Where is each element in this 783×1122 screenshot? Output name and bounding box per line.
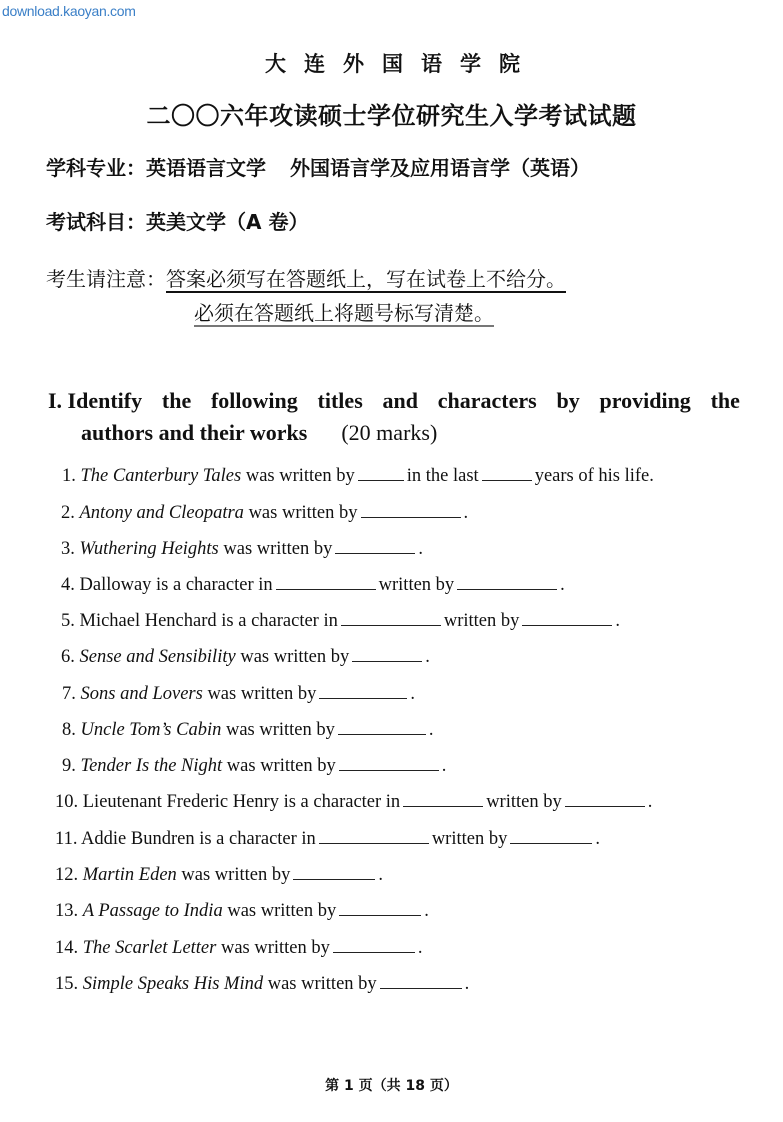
question-item [55, 829, 600, 850]
question-number: 2. [61, 503, 80, 523]
heading-word: by [556, 388, 580, 413]
question-text: . [410, 684, 415, 704]
heading-word: providing [599, 388, 691, 413]
work-title: The Scarlet Letter [82, 938, 217, 958]
question-text: . [425, 647, 430, 667]
notice-label: 考生请注意： [46, 267, 166, 291]
work-title: Simple Speaks His Mind [82, 974, 264, 994]
question-text: was written by [263, 974, 377, 994]
answer-blank[interactable] [380, 974, 462, 989]
question-number: 8. [62, 720, 81, 740]
question-text: was written by [222, 756, 336, 776]
answer-blank[interactable] [319, 829, 429, 844]
answer-blank[interactable] [510, 829, 592, 844]
question-text: written by [431, 829, 508, 849]
section-heading-text: authors and their works [81, 420, 308, 445]
question-text: in the last [406, 466, 479, 486]
question-text: . [424, 901, 429, 921]
question-text: years of his life. [534, 466, 654, 486]
question-number: 7. [62, 684, 81, 704]
question-number: 10. [55, 792, 83, 812]
question-text: . [417, 938, 423, 958]
answer-blank[interactable] [341, 611, 441, 626]
answer-blank[interactable] [457, 575, 557, 590]
notice-line-1: 答案必须写在答题纸上，写在试卷上不给分。 [166, 267, 566, 291]
question-text: . [647, 792, 653, 812]
question-item [62, 466, 654, 487]
major-value-1: 英语语言文学 [146, 156, 266, 180]
question-item [55, 974, 469, 995]
question-item [55, 938, 423, 959]
question-number: 1. [62, 466, 81, 486]
watermark-link[interactable]: download.kaoyan.com [2, 3, 136, 19]
answer-blank[interactable] [522, 611, 612, 626]
heading-word: and [382, 388, 418, 413]
answer-blank[interactable] [338, 720, 426, 735]
question-text: Lieutenant Frederic Henry is a character in [82, 792, 401, 812]
section-heading [48, 388, 740, 446]
question-text: . [428, 720, 434, 740]
question-number: 9. [62, 756, 81, 776]
subject-line [46, 206, 308, 235]
work-title: Uncle Tom’s Cabin [80, 720, 222, 740]
subject-value: 英美文学（A 卷） [146, 210, 309, 234]
answer-blank[interactable] [565, 792, 645, 807]
major-value-2: 外国语言学及应用语言学（英语） [290, 156, 590, 180]
work-title: A Passage to India [82, 901, 223, 921]
work-title: Antony and Cleopatra [79, 503, 244, 523]
question-text: was written by [235, 647, 350, 667]
question-item [61, 503, 468, 524]
question-text: Dalloway is a character in [79, 575, 273, 595]
answer-blank[interactable] [358, 466, 404, 481]
question-text: written by [486, 792, 562, 812]
question-number: 5. [61, 611, 80, 631]
answer-blank[interactable] [335, 539, 415, 554]
section-heading-line-2 [81, 420, 740, 446]
subject-label: 考试科目： [46, 210, 146, 234]
question-item [61, 647, 430, 668]
question-text: was written by [176, 865, 291, 885]
answer-blank[interactable] [339, 756, 439, 771]
major-label: 学科专业： [46, 156, 146, 180]
question-item [62, 720, 434, 741]
answer-blank[interactable] [361, 503, 461, 518]
exam-title: 二〇〇六年攻读硕士学位研究生入学考试试题 [146, 102, 637, 130]
question-text: was written by [241, 466, 355, 486]
question-text: was written by [243, 503, 358, 523]
question-item [55, 792, 652, 813]
question-item [61, 539, 423, 560]
answer-blank[interactable] [333, 938, 415, 953]
question-number: 4. [61, 575, 80, 595]
question-number: 12. [55, 865, 83, 885]
answer-blank[interactable] [293, 865, 375, 880]
question-text: . [463, 503, 469, 523]
answer-blank[interactable] [352, 647, 422, 662]
question-item [62, 684, 415, 705]
question-text: was written by [216, 938, 330, 958]
question-number: 14. [55, 938, 83, 958]
question-text: . [378, 865, 383, 885]
work-title: Sense and Sensibility [79, 647, 236, 667]
question-text: . [560, 575, 565, 595]
section-heading-line-1 [48, 388, 740, 414]
question-item [55, 865, 383, 886]
answer-blank[interactable] [403, 792, 483, 807]
question-number: 13. [55, 901, 83, 921]
heading-word: I. Identify [48, 388, 143, 413]
question-text: was written by [221, 720, 335, 740]
heading-word: the [710, 388, 740, 413]
section-marks: (20 marks) [341, 420, 438, 445]
heading-word: titles [317, 388, 363, 413]
heading-word: following [210, 388, 298, 413]
answer-blank[interactable] [319, 684, 407, 699]
question-item [62, 756, 446, 777]
question-text: written by [378, 575, 455, 595]
question-number: 6. [61, 647, 80, 667]
work-title: The Canterbury Tales [80, 466, 242, 486]
question-number: 15. [55, 974, 83, 994]
answer-blank[interactable] [276, 575, 376, 590]
work-title: Sons and Lovers [80, 684, 203, 704]
question-text: Michael Henchard is a character in [79, 611, 338, 631]
question-item [61, 611, 620, 632]
institution-name: 大连外国语学院 [265, 52, 538, 76]
question-text: . [615, 611, 621, 631]
question-number: 3. [61, 539, 80, 559]
question-text: . [418, 539, 423, 559]
question-text: was written by [222, 901, 337, 921]
question-item [61, 575, 565, 596]
question-text: . [441, 756, 447, 776]
question-number: 11. [55, 829, 82, 849]
work-title: Tender Is the Night [80, 756, 223, 776]
page-number: 第 1 页（共 18 页） [325, 1078, 458, 1094]
major-line [46, 152, 590, 181]
answer-blank[interactable] [339, 901, 421, 916]
question-text: written by [443, 611, 520, 631]
question-text: . [464, 974, 470, 994]
heading-word: the [161, 388, 192, 413]
question-item [55, 901, 429, 922]
answer-blank[interactable] [482, 466, 532, 481]
heading-word: characters [437, 388, 537, 413]
work-title: Wuthering Heights [79, 539, 219, 559]
question-text: Addie Bundren is a character in [81, 829, 316, 849]
work-title: Martin Eden [82, 865, 177, 885]
notice-line-2: 必须在答题纸上将题号标写清楚。 [194, 301, 494, 325]
question-text: was written by [202, 684, 317, 704]
candidate-notice [46, 263, 566, 325]
question-text: . [595, 829, 600, 849]
question-text: was written by [218, 539, 333, 559]
